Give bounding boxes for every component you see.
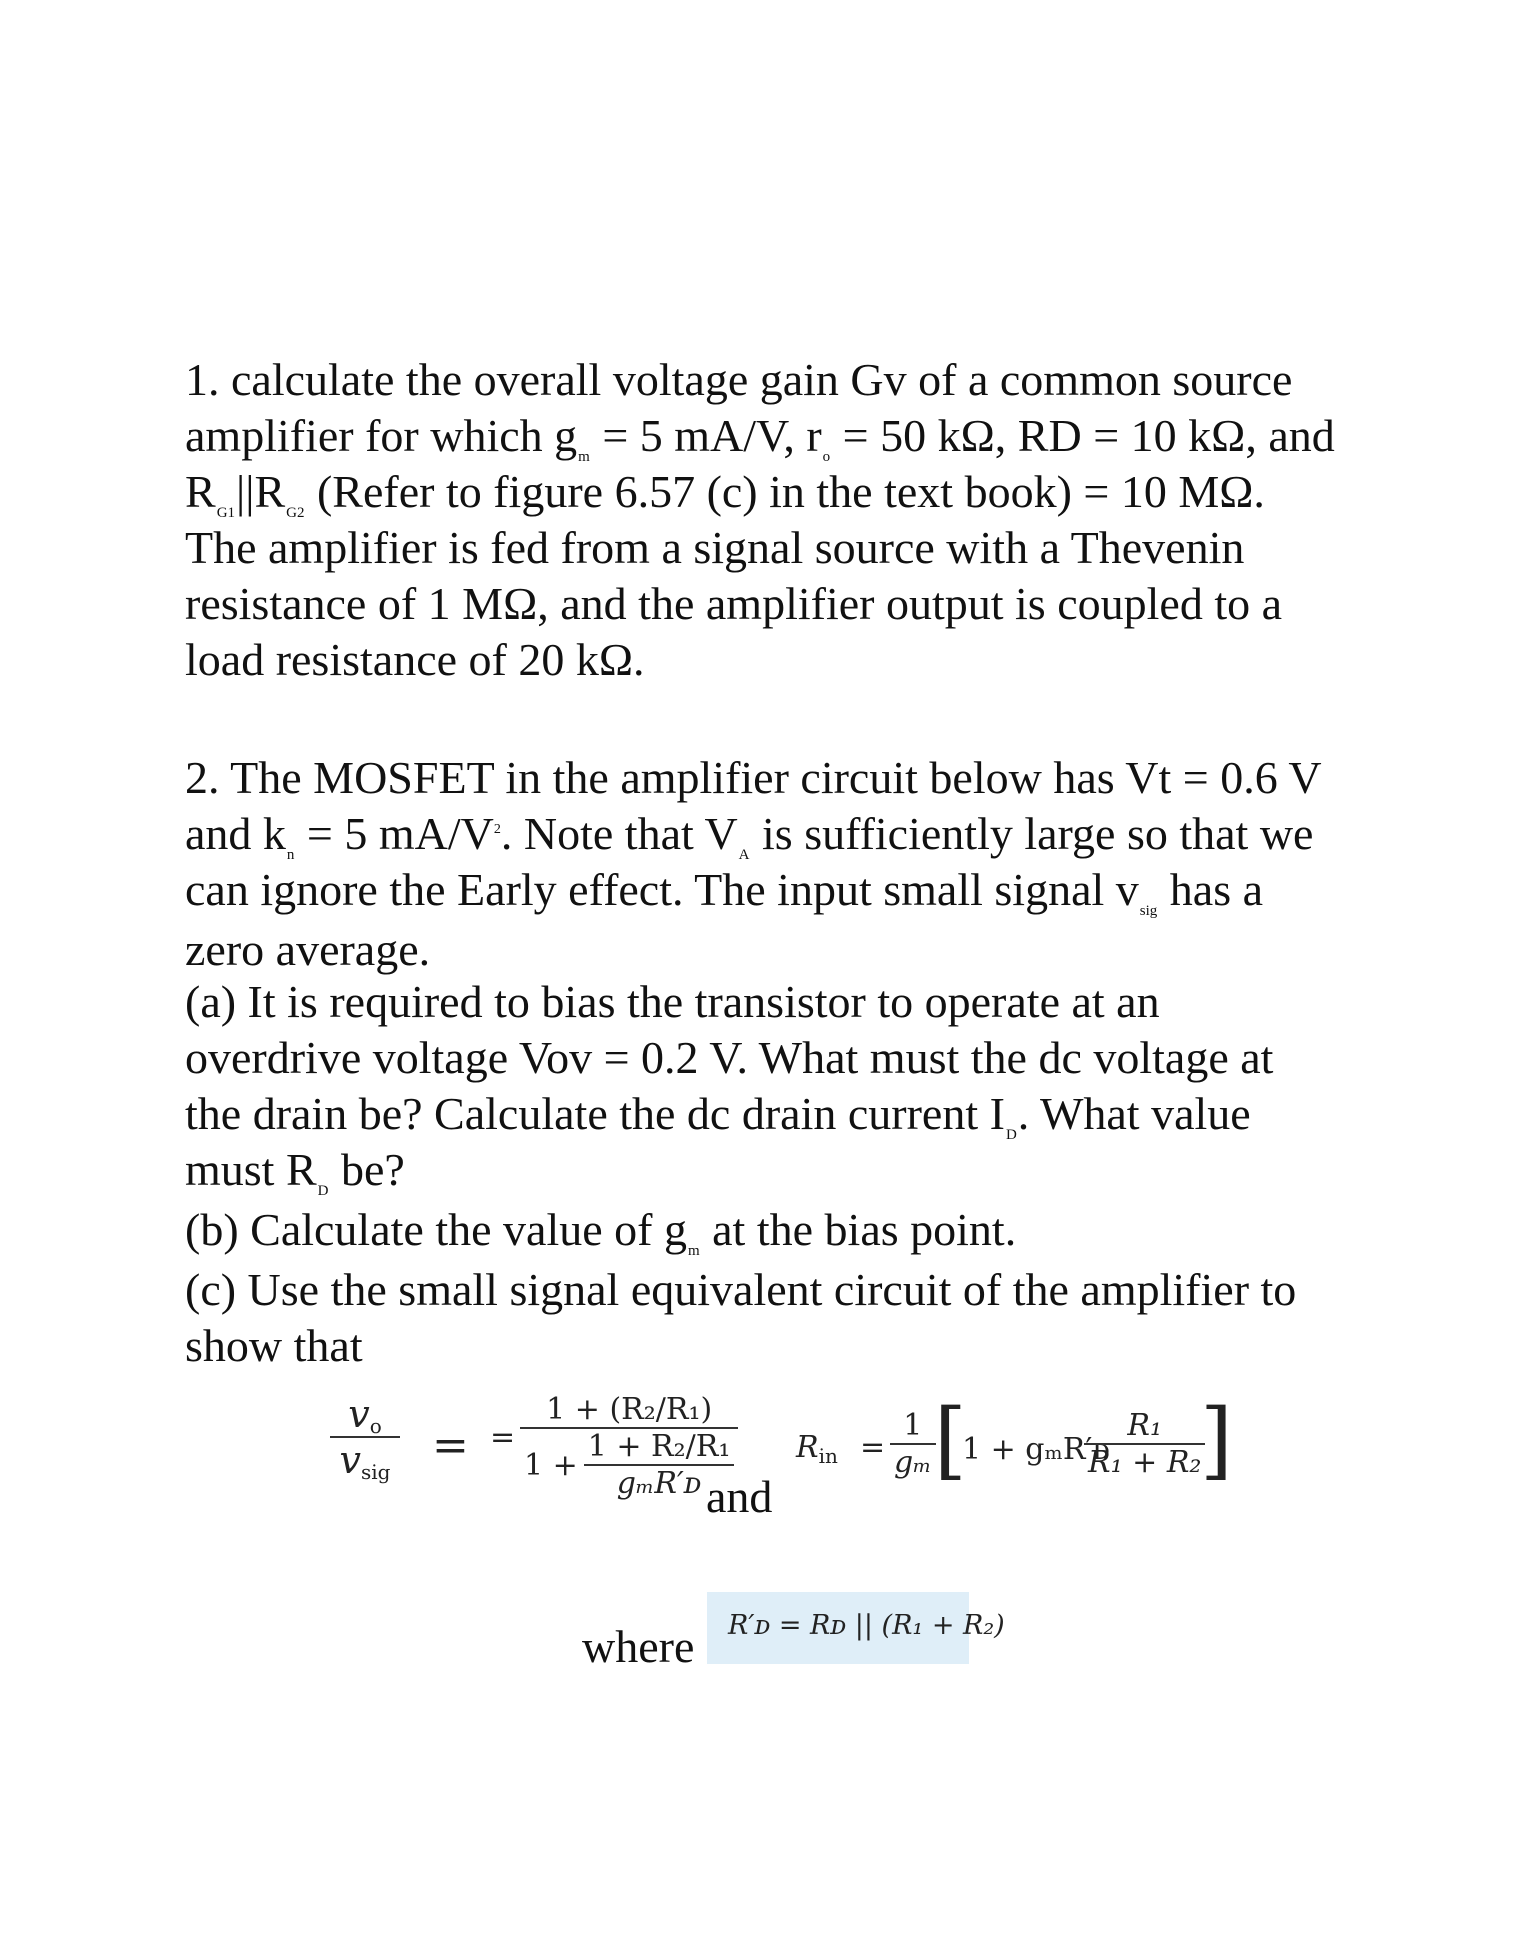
q2-line-1: 2. The MOSFET in the amplifier circuit below has Vt = 0.6 V xyxy=(185,752,1322,803)
q1-line-3: $R_{G1}||R_{G2}$ (Refer to figure 6.57 (c) in the text book) = 10 MΩ. xyxy=(185,466,1265,521)
q1-line-4: The amplifier is fed from a signal source with a Thevenin xyxy=(185,522,1245,573)
where-word: where xyxy=(582,1621,695,1672)
question-1 xyxy=(185,352,1365,688)
q1-line-5: resistance of 1 MΩ, and the amplifier output is coupled to a xyxy=(185,578,1283,629)
left-bracket: [ xyxy=(934,1391,967,1489)
rin-label: $R_{in}$ xyxy=(796,1430,838,1468)
bracket-body: 1 + gₘR′ᴅ xyxy=(962,1432,1110,1467)
q2-part-a-1: (a) It is required to bias the transistor to operate at an xyxy=(185,976,1160,1027)
and-word: and xyxy=(706,1471,773,1522)
rd-prime-formula: R′ᴅ = Rᴅ || (R₁ + R₂) xyxy=(728,1610,1005,1641)
gain-numerator: 1 + (R₂/R₁) xyxy=(546,1392,713,1427)
equals-sign-2: = xyxy=(490,1420,516,1455)
q1-line-2: amplifier for which $g_m = 5$ mA/V, $r_o = 50$ kΩ, RD = 10 kΩ, and xyxy=(185,410,1335,465)
q2-part-c-1: (c) Use the small signal equivalent circuit of the amplifier to xyxy=(185,1264,1297,1315)
q2-line-3: can ignore the Early effect. The input small signal $v_{sig}$ has a xyxy=(185,864,1264,919)
q2-part-a-4: must $R_D$ be? xyxy=(185,1144,405,1199)
q2-line-2: and $k_n = 5$ $mA/V^2$. Note that $V_A$ is sufficiently large so that we xyxy=(185,808,1314,863)
q2-part-c-2: show that xyxy=(185,1320,363,1371)
vo-over-vsig: $\frac{vo}{\text{vsig}}$ xyxy=(330,1392,400,1482)
question-2 xyxy=(185,750,1365,1374)
gain-formula xyxy=(330,1392,400,1482)
equals-sign-1: = xyxy=(432,1420,469,1471)
one-over-gm: $\frac{1}{\text{gₘ}}$ xyxy=(890,1408,936,1480)
q2-part-b: (b) Calculate the value of $g_m$ at the bias point. xyxy=(185,1204,1017,1259)
q2-part-a-2: overdrive voltage Vov = 0.2 V. What must the dc voltage at xyxy=(185,1032,1274,1083)
r1-over-r1r2: $\frac{\text{R₁}}{\text{R₁ + R₂}}$ xyxy=(1084,1408,1205,1480)
q1-line-1: 1. calculate the overall voltage gain Gv of a common source xyxy=(185,354,1293,405)
q2-part-a-3: the drain be? Calculate the dc drain current $I_D$. What value xyxy=(185,1088,1251,1143)
q2-line-4: zero average. xyxy=(185,924,431,975)
gain-denominator: 1 + $\frac{\text{1 + R₂/R₁}}{\text{gₘR′ᴅ}}$ xyxy=(520,1429,738,1501)
q1-line-6: load resistance of 20 kΩ. xyxy=(185,634,645,685)
right-bracket: ] xyxy=(1200,1391,1233,1489)
rin-equals: = xyxy=(860,1430,886,1465)
